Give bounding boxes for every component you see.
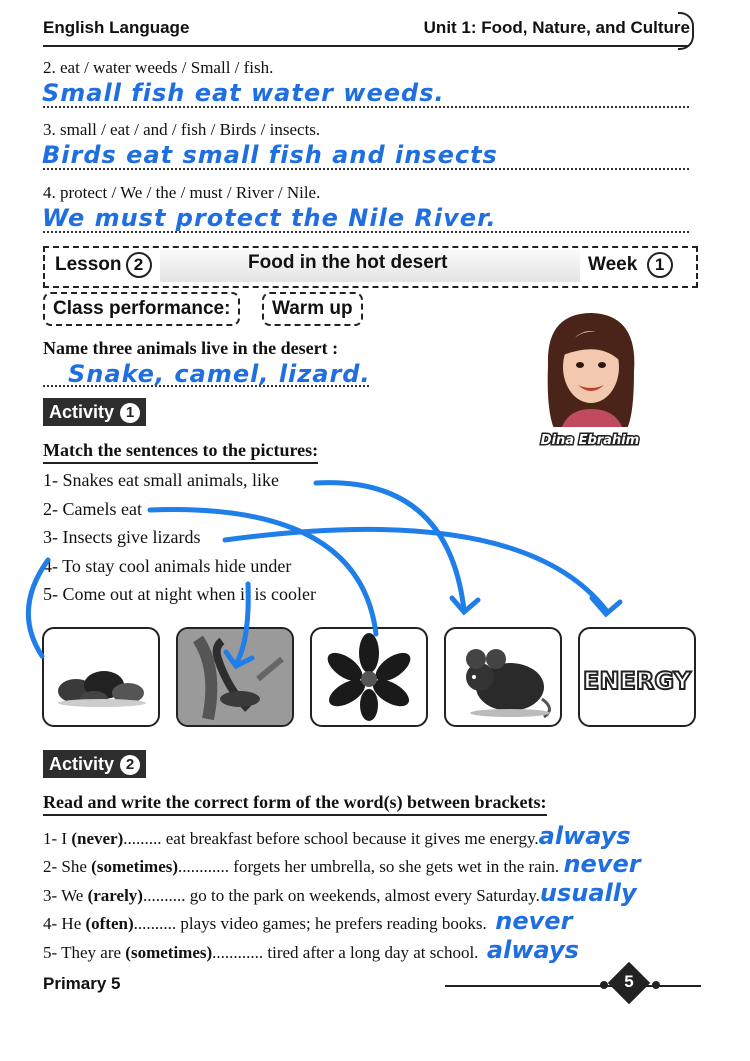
grammar-answer: usually bbox=[539, 879, 637, 907]
grammar-answer: never bbox=[495, 907, 573, 935]
activity-1-number: 1 bbox=[120, 403, 140, 423]
reorder-answer-4: We must protect the Nile River. bbox=[42, 204, 497, 232]
page-number: 5 bbox=[624, 972, 634, 991]
lesson-title: Food in the hot desert bbox=[248, 252, 448, 273]
grammar-item: 4- He (often).......... plays video games; he prefers reading books. never bbox=[43, 907, 573, 935]
week-number: 1 bbox=[647, 252, 673, 278]
match-sentence: 5- Come out at night when it is cooler bbox=[43, 584, 316, 604]
activity-1-title: Match the sentences to the pictures: bbox=[43, 440, 318, 464]
activity-1-badge: Activity 1 bbox=[43, 398, 146, 426]
desert-answer: Snake, camel, lizard. bbox=[68, 360, 371, 388]
reorder-answer-2: Small fish eat water weeds. bbox=[42, 79, 445, 107]
reorder-answer-3: Birds eat small fish and insects bbox=[42, 141, 498, 169]
activity-2-number: 2 bbox=[120, 755, 140, 775]
subject-title: English Language bbox=[43, 18, 190, 37]
match-sentence: 3- Insects give lizards bbox=[43, 527, 201, 547]
match-sentence: 2- Camels eat bbox=[43, 499, 142, 519]
lesson-label: Lesson 2 bbox=[55, 252, 152, 278]
grammar-item: 2- She (sometimes)............ forgets her umbrella, so she gets wet in the rain. never bbox=[43, 850, 641, 878]
desert-question: Name three animals live in the desert : bbox=[43, 338, 339, 358]
week-label: Week 1 bbox=[588, 252, 673, 278]
author-name: Dina Ebrahim bbox=[540, 433, 640, 448]
grammar-answer: never bbox=[563, 850, 641, 878]
footer-rule bbox=[445, 985, 701, 987]
unit-title: Unit 1: Food, Nature, and Culture bbox=[423, 18, 690, 37]
grammar-item: 1- I (never)......... eat breakfast before school because it gives me energy.always bbox=[43, 822, 631, 850]
reorder-prompt-2: 2. eat / water weeds / Small / fish. bbox=[43, 58, 274, 77]
footer-dot bbox=[652, 981, 660, 989]
lesson-number: 2 bbox=[126, 252, 152, 278]
reorder-prompt-4: 4. protect / We / the / must / River / Nile. bbox=[43, 183, 321, 202]
grade-label: Primary 5 bbox=[43, 974, 121, 993]
grammar-item: 5- They are (sometimes)............ tired after a long day at school. always bbox=[43, 936, 579, 964]
warm-up-pill: Warm up bbox=[262, 292, 363, 326]
activity-2-badge: Activity 2 bbox=[43, 750, 146, 778]
grammar-answer: always bbox=[486, 936, 579, 964]
svg-text:ENERGY: ENERGY bbox=[583, 667, 691, 695]
reorder-prompt-3: 3. small / eat / and / fish / Birds / insects. bbox=[43, 120, 321, 139]
match-sentence: 1- Snakes eat small animals, like bbox=[43, 470, 279, 490]
grammar-item: 3- We (rarely).......... go to the park on weekends, almost every Saturday.usually bbox=[43, 879, 637, 907]
activity-2-title: Read and write the correct form of the word(s) between brackets: bbox=[43, 792, 547, 816]
class-performance-pill: Class performance: bbox=[43, 292, 240, 326]
grammar-answer: always bbox=[538, 822, 631, 850]
match-sentence: 4- To stay cool animals hide under bbox=[43, 556, 292, 576]
